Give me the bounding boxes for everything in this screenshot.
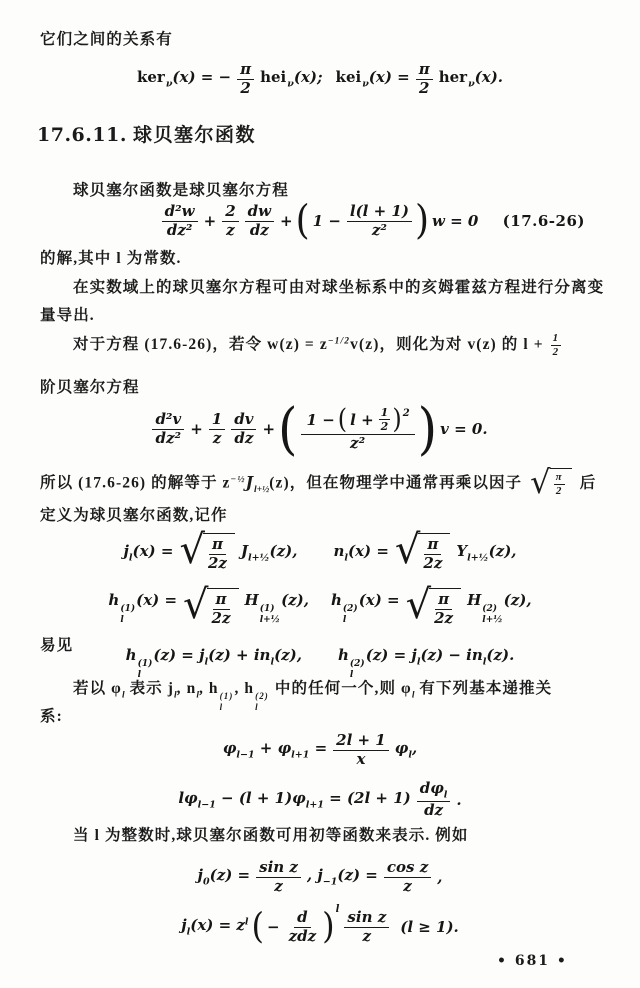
equation-recurrence-1 <box>0 728 640 772</box>
sup-sub-stack: (2) l <box>255 691 269 712</box>
fraction-denominator: z <box>226 220 235 239</box>
fraction-denominator: 2z <box>434 608 454 627</box>
fraction-denominator: dz² <box>166 220 193 239</box>
math-token: H (2) l+½ (z), <box>467 590 532 625</box>
fraction-numerator: π <box>435 592 452 610</box>
math-token: ker$_\nu$(x) = − <box>136 68 232 90</box>
text-segment: 表示 j <box>124 680 175 697</box>
fraction-numerator: 1 <box>380 405 389 419</box>
left-paren: ( <box>251 905 265 948</box>
equation-number: (17.6-26) <box>502 212 585 230</box>
fraction-denominator: z <box>274 876 283 895</box>
radical-icon: √ <box>183 582 209 628</box>
sup-sub-stack: (1) l <box>120 603 136 625</box>
math-token: 1 − <box>312 212 341 230</box>
equation-transformed-bessel <box>0 396 640 462</box>
fraction <box>431 592 456 627</box>
text-segment: , h <box>234 680 255 697</box>
intro-text: 它们之间的关系有 <box>40 31 173 48</box>
fraction-numerator: 2l + 1 <box>333 733 389 751</box>
paragraph-intro-equation: 球贝塞尔函数是球贝塞尔方程 <box>73 182 289 199</box>
math-token: $n_l(x)$ = <box>333 542 389 564</box>
fraction <box>420 537 445 572</box>
math-token: kei$_\nu$(x) = <box>335 68 410 90</box>
paragraph-definition-label: 定义为球贝塞尔函数,记作 <box>40 507 228 524</box>
fraction <box>344 907 389 945</box>
fraction-numerator: dw <box>245 204 274 222</box>
fraction-denominator: 2 <box>418 78 430 97</box>
subscript: l <box>121 690 125 701</box>
fraction <box>417 778 451 820</box>
math-token: + <box>262 420 276 438</box>
fraction <box>162 201 198 239</box>
math-token: h (1) l (x) = <box>108 590 178 625</box>
fraction-denominator: z <box>362 926 372 945</box>
text-segment: 对于方程 (17.6-26)，若令 w(z) = z <box>73 336 328 354</box>
superscript: −1/2 <box>327 336 351 347</box>
math-token: + <box>203 212 217 230</box>
text-segment: 所以 (17.6-26) 的解等于 z <box>40 474 231 492</box>
fraction-nested <box>301 403 415 452</box>
fraction-numerator: sin z <box>256 860 301 878</box>
math-token: $\varphi_l$, <box>394 739 418 761</box>
sup-sub-stack: (2) l+½ <box>482 603 503 625</box>
fraction <box>209 592 234 627</box>
math-token: $Y_{l+\frac{1}{2}}(z)$, <box>456 542 517 564</box>
section-number: 17.6.11. <box>37 124 127 146</box>
math-token: + <box>280 212 293 230</box>
fraction-numerator: d <box>294 910 311 928</box>
math-token: $j_0(z)$ = <box>197 866 251 888</box>
fraction <box>152 409 184 447</box>
fraction <box>231 409 256 447</box>
paragraph-helmholtz-line2: 量导出. <box>40 307 95 324</box>
math-token: J <box>245 472 255 492</box>
paragraph-helmholtz-line1: 在实数域上的球贝塞尔方程可由对球坐标系中的亥姆霍兹方程进行分离变 <box>73 279 605 296</box>
fraction <box>209 409 225 447</box>
math-token: , $j_{-1}(z)$ = <box>306 866 378 888</box>
fraction-numerator: π <box>416 62 433 80</box>
subscript: l <box>174 690 177 701</box>
fraction-denominator: z² <box>371 220 387 239</box>
fraction <box>205 537 230 572</box>
fraction <box>333 730 389 768</box>
math-token: − <box>267 918 280 936</box>
fraction <box>286 907 320 945</box>
fraction-numerator: π <box>213 592 230 610</box>
fraction-denominator: z² <box>350 433 366 452</box>
fraction-denominator: dz² <box>155 428 182 447</box>
fraction <box>245 201 274 239</box>
fraction-numerator: π <box>209 537 226 555</box>
fraction-denominator: x <box>356 749 366 768</box>
fraction-numerator: 2 <box>222 204 238 222</box>
text-segment: , h <box>198 680 219 697</box>
subscript: l <box>196 690 199 701</box>
paragraph-solution-note: 的解,其中 l 为常数. <box>40 250 182 267</box>
fraction-numerator: π <box>555 471 563 483</box>
text-segment: 有下列基本递推关 <box>414 680 553 697</box>
sup-sub-stack: (1) l+½ <box>259 603 281 625</box>
page-number: • 681 • <box>497 953 568 969</box>
paragraph-recurrence-intro-line2: 系: <box>40 708 63 725</box>
math-token: v = 0. <box>440 420 488 438</box>
text-segment: , n <box>176 680 197 697</box>
paragraph-recurrence-intro <box>73 679 552 713</box>
fraction-denominator: dz <box>424 801 444 820</box>
math-token: (l ≥ 1). <box>400 918 459 936</box>
fraction-numerator: l(l + 1) <box>347 204 412 222</box>
equation-jl-general <box>0 903 640 951</box>
fraction-denominator: 2 <box>380 420 389 434</box>
superscript: −½ <box>230 475 246 486</box>
text-segment: 中的任何一个,则 φ <box>269 680 412 697</box>
text-segment: v(z)，则化为对 v(z) 的 l + <box>350 336 544 354</box>
fraction-numerator <box>301 403 415 436</box>
fraction <box>416 59 433 97</box>
math-token: h (2) l (x) = <box>331 590 400 625</box>
square-root <box>405 582 461 628</box>
fraction-numerator: $d\varphi_l$ <box>417 781 451 802</box>
right-paren: ) <box>322 905 335 948</box>
fraction-numerator: cos z <box>384 860 431 878</box>
equation-recurrence-2 <box>0 778 640 822</box>
fraction-numerator: dv <box>231 412 256 430</box>
fraction-denominator: z <box>403 876 412 895</box>
radical-icon: √ <box>405 582 432 628</box>
fraction-numerator: π <box>424 537 441 555</box>
math-token: $J_{l+\frac{1}{2}}(z)$, <box>240 542 298 564</box>
equation-17-6-26 <box>0 196 640 246</box>
fraction <box>384 857 431 895</box>
section-heading <box>37 120 256 147</box>
math-token: h (1) l $(z) = j_l(z) + in_l(z)$, <box>125 645 302 680</box>
math-token: H (1) l+½ (z), <box>244 590 309 625</box>
fraction-denominator: 2 <box>552 346 560 358</box>
math-token: hei$_\nu$(x); <box>260 68 323 90</box>
inline-fraction <box>551 333 562 358</box>
fraction-numerator: 1 <box>209 412 225 430</box>
section-title: 球贝塞尔函数 <box>132 125 256 146</box>
fraction-denominator: 2z <box>207 553 227 572</box>
superscript: l <box>335 904 340 915</box>
radical-icon: √ <box>179 527 205 573</box>
square-root <box>179 527 234 573</box>
sup-sub-stack: (2) l <box>342 603 358 625</box>
fraction-numerator: π <box>237 62 254 80</box>
right-paren: ) <box>417 396 438 462</box>
fraction-numerator: sin z <box>344 910 389 928</box>
fraction-numerator: d²w <box>162 204 198 222</box>
inline-fraction <box>379 407 391 433</box>
math-token: $j_l(x)$ = <box>123 542 174 564</box>
subscript: l <box>411 690 415 701</box>
fraction <box>347 201 412 239</box>
radical-icon: √ <box>530 463 552 501</box>
fraction-denominator: 2 <box>555 485 563 497</box>
square-root <box>530 463 572 501</box>
paragraph-substitution <box>73 333 563 358</box>
radical-icon: √ <box>394 527 421 573</box>
paragraph-physics-factor <box>40 463 597 501</box>
text-segment: 后 <box>579 474 597 492</box>
fraction-denominator: 2z <box>211 608 231 627</box>
math-token: l + <box>350 410 374 429</box>
fraction-denominator: 2z <box>423 553 443 572</box>
subscript: l+½ <box>254 485 270 496</box>
right-paren: ) <box>392 403 402 436</box>
fraction-numerator: d²v <box>152 412 184 430</box>
equation-hankel-definitions <box>0 582 640 631</box>
math-token: + <box>190 420 203 438</box>
fraction-numerator: 1 <box>552 332 560 344</box>
fraction <box>237 59 254 97</box>
paragraph-elementary-functions: 当 l 为整数时,球贝塞尔函数可用初等函数来表示. 例如 <box>73 827 469 844</box>
left-paren: ( <box>337 403 348 436</box>
left-paren: ( <box>278 396 298 462</box>
fraction-denominator: dz <box>249 220 269 239</box>
right-paren: ) <box>414 197 429 244</box>
sup-sub-stack: (1) l <box>219 691 234 712</box>
math-token: 1 − <box>306 410 335 429</box>
math-token: . <box>456 791 462 809</box>
equation-j-n-definitions <box>0 527 640 576</box>
sup-sub-stack: (1) l <box>137 658 153 680</box>
math-token: $j_l(x) = z^l$ <box>181 916 249 938</box>
fraction <box>256 857 301 895</box>
sup-sub-stack: (2) l <box>349 658 365 680</box>
math-token: w = 0 <box>431 212 479 230</box>
math-token: h (2) l $(z) = j_l(z) - in_l(z)$. <box>338 645 515 680</box>
math-token: $\varphi_{l-1} + \varphi_{l+1}$ = <box>222 739 328 761</box>
superscript: 2 <box>402 407 410 419</box>
left-paren: ( <box>295 197 310 244</box>
equation-j0-jminus1 <box>0 855 640 899</box>
math-token: , <box>437 868 443 886</box>
fraction <box>222 201 238 239</box>
square-root <box>183 582 238 628</box>
text-segment: (z)，但在物理学中通常再乘以因子 <box>269 474 523 492</box>
text-segment: 若以 φ <box>73 680 122 697</box>
fraction-denominator: z <box>212 428 222 447</box>
equation-ker-kei <box>0 58 640 100</box>
math-token: $l\varphi_{l-1} - (l + 1)\varphi_{l+1} = (2l + 1)$ <box>178 789 411 811</box>
fraction-denominator: dz <box>234 428 254 447</box>
square-root <box>394 527 450 573</box>
inline-fraction <box>554 472 565 497</box>
fraction-denominator: zdz <box>288 926 317 945</box>
paragraph-yijian: 易见 <box>40 637 74 654</box>
fraction-denominator: 2 <box>240 78 251 97</box>
paragraph-bessel-order: 阶贝塞尔方程 <box>40 379 140 396</box>
math-token: her$_\nu$(x). <box>438 68 504 90</box>
